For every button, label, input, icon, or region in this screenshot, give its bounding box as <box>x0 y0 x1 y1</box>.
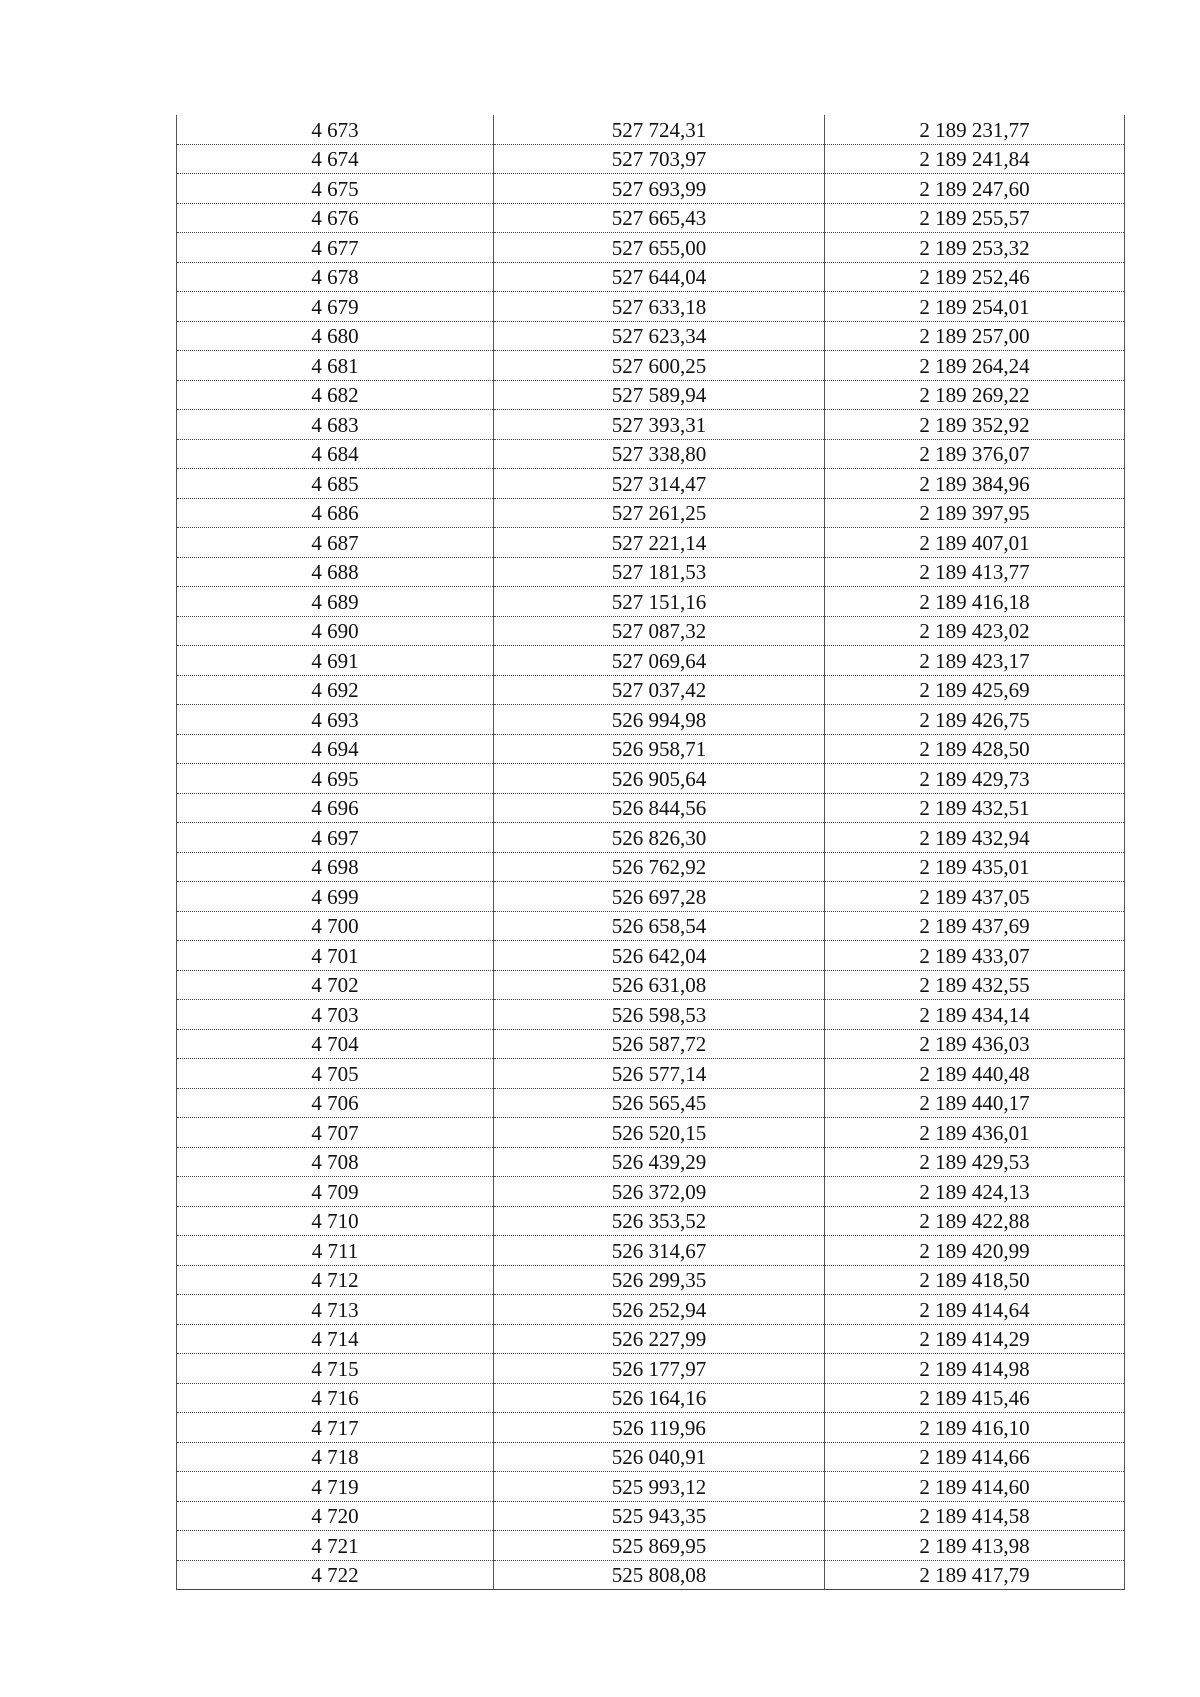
point-number-cell: 4 673 <box>177 115 494 144</box>
y-coordinate-cell: 2 189 414,66 <box>825 1442 1125 1472</box>
y-coordinate-cell: 2 189 376,07 <box>825 439 1125 469</box>
x-coordinate-cell: 526 164,16 <box>494 1383 825 1413</box>
y-coordinate-cell: 2 189 440,48 <box>825 1059 1125 1089</box>
x-coordinate-cell: 527 393,31 <box>494 410 825 440</box>
point-number-cell: 4 678 <box>177 262 494 292</box>
table-row <box>177 852 1125 882</box>
y-coordinate-cell: 2 189 257,00 <box>825 321 1125 351</box>
y-coordinate-cell: 2 189 424,13 <box>825 1177 1125 1207</box>
table-row <box>177 115 1125 144</box>
y-coordinate-cell: 2 189 247,60 <box>825 174 1125 204</box>
x-coordinate-cell: 527 151,16 <box>494 587 825 617</box>
table-row <box>177 1413 1125 1443</box>
table-row <box>177 1560 1125 1590</box>
table-row <box>177 203 1125 233</box>
y-coordinate-cell: 2 189 416,10 <box>825 1413 1125 1443</box>
table-row <box>177 1472 1125 1502</box>
x-coordinate-cell: 526 587,72 <box>494 1029 825 1059</box>
table-row <box>177 1324 1125 1354</box>
y-coordinate-cell: 2 189 413,77 <box>825 557 1125 587</box>
y-coordinate-cell: 2 189 428,50 <box>825 734 1125 764</box>
point-number-cell: 4 680 <box>177 321 494 351</box>
x-coordinate-cell: 526 177,97 <box>494 1354 825 1384</box>
table-row <box>177 1118 1125 1148</box>
y-coordinate-cell: 2 189 414,64 <box>825 1295 1125 1325</box>
y-coordinate-cell: 2 189 437,69 <box>825 911 1125 941</box>
x-coordinate-cell: 527 314,47 <box>494 469 825 499</box>
point-number-cell: 4 705 <box>177 1059 494 1089</box>
table-row <box>177 1177 1125 1207</box>
x-coordinate-cell: 525 943,35 <box>494 1501 825 1531</box>
x-coordinate-cell: 526 631,08 <box>494 970 825 1000</box>
table-row <box>177 1059 1125 1089</box>
point-number-cell: 4 718 <box>177 1442 494 1472</box>
table-row <box>177 705 1125 735</box>
y-coordinate-cell: 2 189 241,84 <box>825 144 1125 174</box>
point-number-cell: 4 675 <box>177 174 494 204</box>
table-row <box>177 1295 1125 1325</box>
table-row <box>177 1088 1125 1118</box>
y-coordinate-cell: 2 189 252,46 <box>825 262 1125 292</box>
y-coordinate-cell: 2 189 417,79 <box>825 1560 1125 1590</box>
point-number-cell: 4 715 <box>177 1354 494 1384</box>
x-coordinate-cell: 526 658,54 <box>494 911 825 941</box>
x-coordinate-cell: 526 372,09 <box>494 1177 825 1207</box>
table-row <box>177 321 1125 351</box>
table-row <box>177 380 1125 410</box>
y-coordinate-cell: 2 189 429,73 <box>825 764 1125 794</box>
y-coordinate-cell: 2 189 414,98 <box>825 1354 1125 1384</box>
point-number-cell: 4 717 <box>177 1413 494 1443</box>
x-coordinate-cell: 526 844,56 <box>494 793 825 823</box>
point-number-cell: 4 710 <box>177 1206 494 1236</box>
y-coordinate-cell: 2 189 254,01 <box>825 292 1125 322</box>
y-coordinate-cell: 2 189 429,53 <box>825 1147 1125 1177</box>
x-coordinate-cell: 526 697,28 <box>494 882 825 912</box>
point-number-cell: 4 711 <box>177 1236 494 1266</box>
x-coordinate-cell: 526 905,64 <box>494 764 825 794</box>
table-row <box>177 941 1125 971</box>
y-coordinate-cell: 2 189 418,50 <box>825 1265 1125 1295</box>
table-row <box>177 498 1125 528</box>
x-coordinate-cell: 527 037,42 <box>494 675 825 705</box>
table-row <box>177 1501 1125 1531</box>
point-number-cell: 4 702 <box>177 970 494 1000</box>
table-row <box>177 1206 1125 1236</box>
coordinate-table-body <box>177 115 1125 1590</box>
point-number-cell: 4 677 <box>177 233 494 263</box>
point-number-cell: 4 703 <box>177 1000 494 1030</box>
x-coordinate-cell: 527 261,25 <box>494 498 825 528</box>
y-coordinate-cell: 2 189 253,32 <box>825 233 1125 263</box>
point-number-cell: 4 708 <box>177 1147 494 1177</box>
point-number-cell: 4 720 <box>177 1501 494 1531</box>
x-coordinate-cell: 527 703,97 <box>494 144 825 174</box>
x-coordinate-cell: 526 439,29 <box>494 1147 825 1177</box>
y-coordinate-cell: 2 189 414,58 <box>825 1501 1125 1531</box>
y-coordinate-cell: 2 189 422,88 <box>825 1206 1125 1236</box>
coordinate-table-page <box>176 115 1124 1590</box>
point-number-cell: 4 676 <box>177 203 494 233</box>
y-coordinate-cell: 2 189 423,02 <box>825 616 1125 646</box>
point-number-cell: 4 712 <box>177 1265 494 1295</box>
x-coordinate-cell: 526 314,67 <box>494 1236 825 1266</box>
table-row <box>177 1442 1125 1472</box>
y-coordinate-cell: 2 189 416,18 <box>825 587 1125 617</box>
table-row <box>177 351 1125 381</box>
y-coordinate-cell: 2 189 415,46 <box>825 1383 1125 1413</box>
y-coordinate-cell: 2 189 414,29 <box>825 1324 1125 1354</box>
y-coordinate-cell: 2 189 269,22 <box>825 380 1125 410</box>
point-number-cell: 4 698 <box>177 852 494 882</box>
y-coordinate-cell: 2 189 384,96 <box>825 469 1125 499</box>
y-coordinate-cell: 2 189 397,95 <box>825 498 1125 528</box>
table-row <box>177 233 1125 263</box>
point-number-cell: 4 686 <box>177 498 494 528</box>
point-number-cell: 4 693 <box>177 705 494 735</box>
x-coordinate-cell: 527 221,14 <box>494 528 825 558</box>
table-row <box>177 557 1125 587</box>
table-row <box>177 882 1125 912</box>
y-coordinate-cell: 2 189 420,99 <box>825 1236 1125 1266</box>
table-row <box>177 144 1125 174</box>
point-number-cell: 4 685 <box>177 469 494 499</box>
x-coordinate-cell: 526 252,94 <box>494 1295 825 1325</box>
point-number-cell: 4 706 <box>177 1088 494 1118</box>
point-number-cell: 4 697 <box>177 823 494 853</box>
point-number-cell: 4 704 <box>177 1029 494 1059</box>
x-coordinate-cell: 526 227,99 <box>494 1324 825 1354</box>
point-number-cell: 4 690 <box>177 616 494 646</box>
table-row <box>177 174 1125 204</box>
x-coordinate-cell: 526 299,35 <box>494 1265 825 1295</box>
x-coordinate-cell: 527 600,25 <box>494 351 825 381</box>
table-row <box>177 469 1125 499</box>
x-coordinate-cell: 526 762,92 <box>494 852 825 882</box>
x-coordinate-cell: 527 623,34 <box>494 321 825 351</box>
x-coordinate-cell: 527 724,31 <box>494 115 825 144</box>
table-row <box>177 439 1125 469</box>
table-row <box>177 410 1125 440</box>
point-number-cell: 4 692 <box>177 675 494 705</box>
y-coordinate-cell: 2 189 432,51 <box>825 793 1125 823</box>
x-coordinate-cell: 526 598,53 <box>494 1000 825 1030</box>
table-row <box>177 1029 1125 1059</box>
x-coordinate-cell: 526 577,14 <box>494 1059 825 1089</box>
point-number-cell: 4 713 <box>177 1295 494 1325</box>
point-number-cell: 4 691 <box>177 646 494 676</box>
point-number-cell: 4 674 <box>177 144 494 174</box>
point-number-cell: 4 700 <box>177 911 494 941</box>
table-row <box>177 1354 1125 1384</box>
x-coordinate-cell: 527 589,94 <box>494 380 825 410</box>
x-coordinate-cell: 526 119,96 <box>494 1413 825 1443</box>
x-coordinate-cell: 526 353,52 <box>494 1206 825 1236</box>
table-row <box>177 734 1125 764</box>
point-number-cell: 4 699 <box>177 882 494 912</box>
x-coordinate-cell: 527 644,04 <box>494 262 825 292</box>
y-coordinate-cell: 2 189 264,24 <box>825 351 1125 381</box>
table-row <box>177 528 1125 558</box>
x-coordinate-cell: 525 993,12 <box>494 1472 825 1502</box>
y-coordinate-cell: 2 189 414,60 <box>825 1472 1125 1502</box>
y-coordinate-cell: 2 189 423,17 <box>825 646 1125 676</box>
point-number-cell: 4 716 <box>177 1383 494 1413</box>
point-number-cell: 4 696 <box>177 793 494 823</box>
y-coordinate-cell: 2 189 435,01 <box>825 852 1125 882</box>
table-row <box>177 646 1125 676</box>
y-coordinate-cell: 2 189 437,05 <box>825 882 1125 912</box>
table-row <box>177 675 1125 705</box>
point-number-cell: 4 683 <box>177 410 494 440</box>
x-coordinate-cell: 526 958,71 <box>494 734 825 764</box>
table-row <box>177 1265 1125 1295</box>
y-coordinate-cell: 2 189 434,14 <box>825 1000 1125 1030</box>
point-number-cell: 4 722 <box>177 1560 494 1590</box>
point-number-cell: 4 682 <box>177 380 494 410</box>
coordinate-table <box>176 115 1125 1590</box>
point-number-cell: 4 688 <box>177 557 494 587</box>
y-coordinate-cell: 2 189 426,75 <box>825 705 1125 735</box>
point-number-cell: 4 719 <box>177 1472 494 1502</box>
point-number-cell: 4 681 <box>177 351 494 381</box>
table-row <box>177 1236 1125 1266</box>
x-coordinate-cell: 527 655,00 <box>494 233 825 263</box>
table-row <box>177 1147 1125 1177</box>
table-row <box>177 262 1125 292</box>
point-number-cell: 4 689 <box>177 587 494 617</box>
y-coordinate-cell: 2 189 436,03 <box>825 1029 1125 1059</box>
point-number-cell: 4 679 <box>177 292 494 322</box>
table-row <box>177 823 1125 853</box>
x-coordinate-cell: 526 520,15 <box>494 1118 825 1148</box>
table-row <box>177 616 1125 646</box>
point-number-cell: 4 687 <box>177 528 494 558</box>
x-coordinate-cell: 527 633,18 <box>494 292 825 322</box>
table-row <box>177 1531 1125 1561</box>
x-coordinate-cell: 525 869,95 <box>494 1531 825 1561</box>
x-coordinate-cell: 526 826,30 <box>494 823 825 853</box>
table-row <box>177 793 1125 823</box>
point-number-cell: 4 714 <box>177 1324 494 1354</box>
table-row <box>177 911 1125 941</box>
x-coordinate-cell: 526 040,91 <box>494 1442 825 1472</box>
x-coordinate-cell: 527 069,64 <box>494 646 825 676</box>
x-coordinate-cell: 527 087,32 <box>494 616 825 646</box>
table-row <box>177 1383 1125 1413</box>
table-row <box>177 587 1125 617</box>
x-coordinate-cell: 526 642,04 <box>494 941 825 971</box>
y-coordinate-cell: 2 189 352,92 <box>825 410 1125 440</box>
x-coordinate-cell: 527 181,53 <box>494 557 825 587</box>
y-coordinate-cell: 2 189 440,17 <box>825 1088 1125 1118</box>
y-coordinate-cell: 2 189 425,69 <box>825 675 1125 705</box>
table-row <box>177 1000 1125 1030</box>
x-coordinate-cell: 525 808,08 <box>494 1560 825 1590</box>
x-coordinate-cell: 527 665,43 <box>494 203 825 233</box>
y-coordinate-cell: 2 189 432,55 <box>825 970 1125 1000</box>
point-number-cell: 4 701 <box>177 941 494 971</box>
x-coordinate-cell: 527 693,99 <box>494 174 825 204</box>
y-coordinate-cell: 2 189 231,77 <box>825 115 1125 144</box>
x-coordinate-cell: 526 565,45 <box>494 1088 825 1118</box>
table-row <box>177 764 1125 794</box>
point-number-cell: 4 684 <box>177 439 494 469</box>
table-row <box>177 292 1125 322</box>
y-coordinate-cell: 2 189 436,01 <box>825 1118 1125 1148</box>
y-coordinate-cell: 2 189 413,98 <box>825 1531 1125 1561</box>
point-number-cell: 4 695 <box>177 764 494 794</box>
y-coordinate-cell: 2 189 407,01 <box>825 528 1125 558</box>
table-row <box>177 970 1125 1000</box>
point-number-cell: 4 694 <box>177 734 494 764</box>
point-number-cell: 4 707 <box>177 1118 494 1148</box>
y-coordinate-cell: 2 189 255,57 <box>825 203 1125 233</box>
point-number-cell: 4 709 <box>177 1177 494 1207</box>
y-coordinate-cell: 2 189 432,94 <box>825 823 1125 853</box>
x-coordinate-cell: 526 994,98 <box>494 705 825 735</box>
y-coordinate-cell: 2 189 433,07 <box>825 941 1125 971</box>
point-number-cell: 4 721 <box>177 1531 494 1561</box>
x-coordinate-cell: 527 338,80 <box>494 439 825 469</box>
